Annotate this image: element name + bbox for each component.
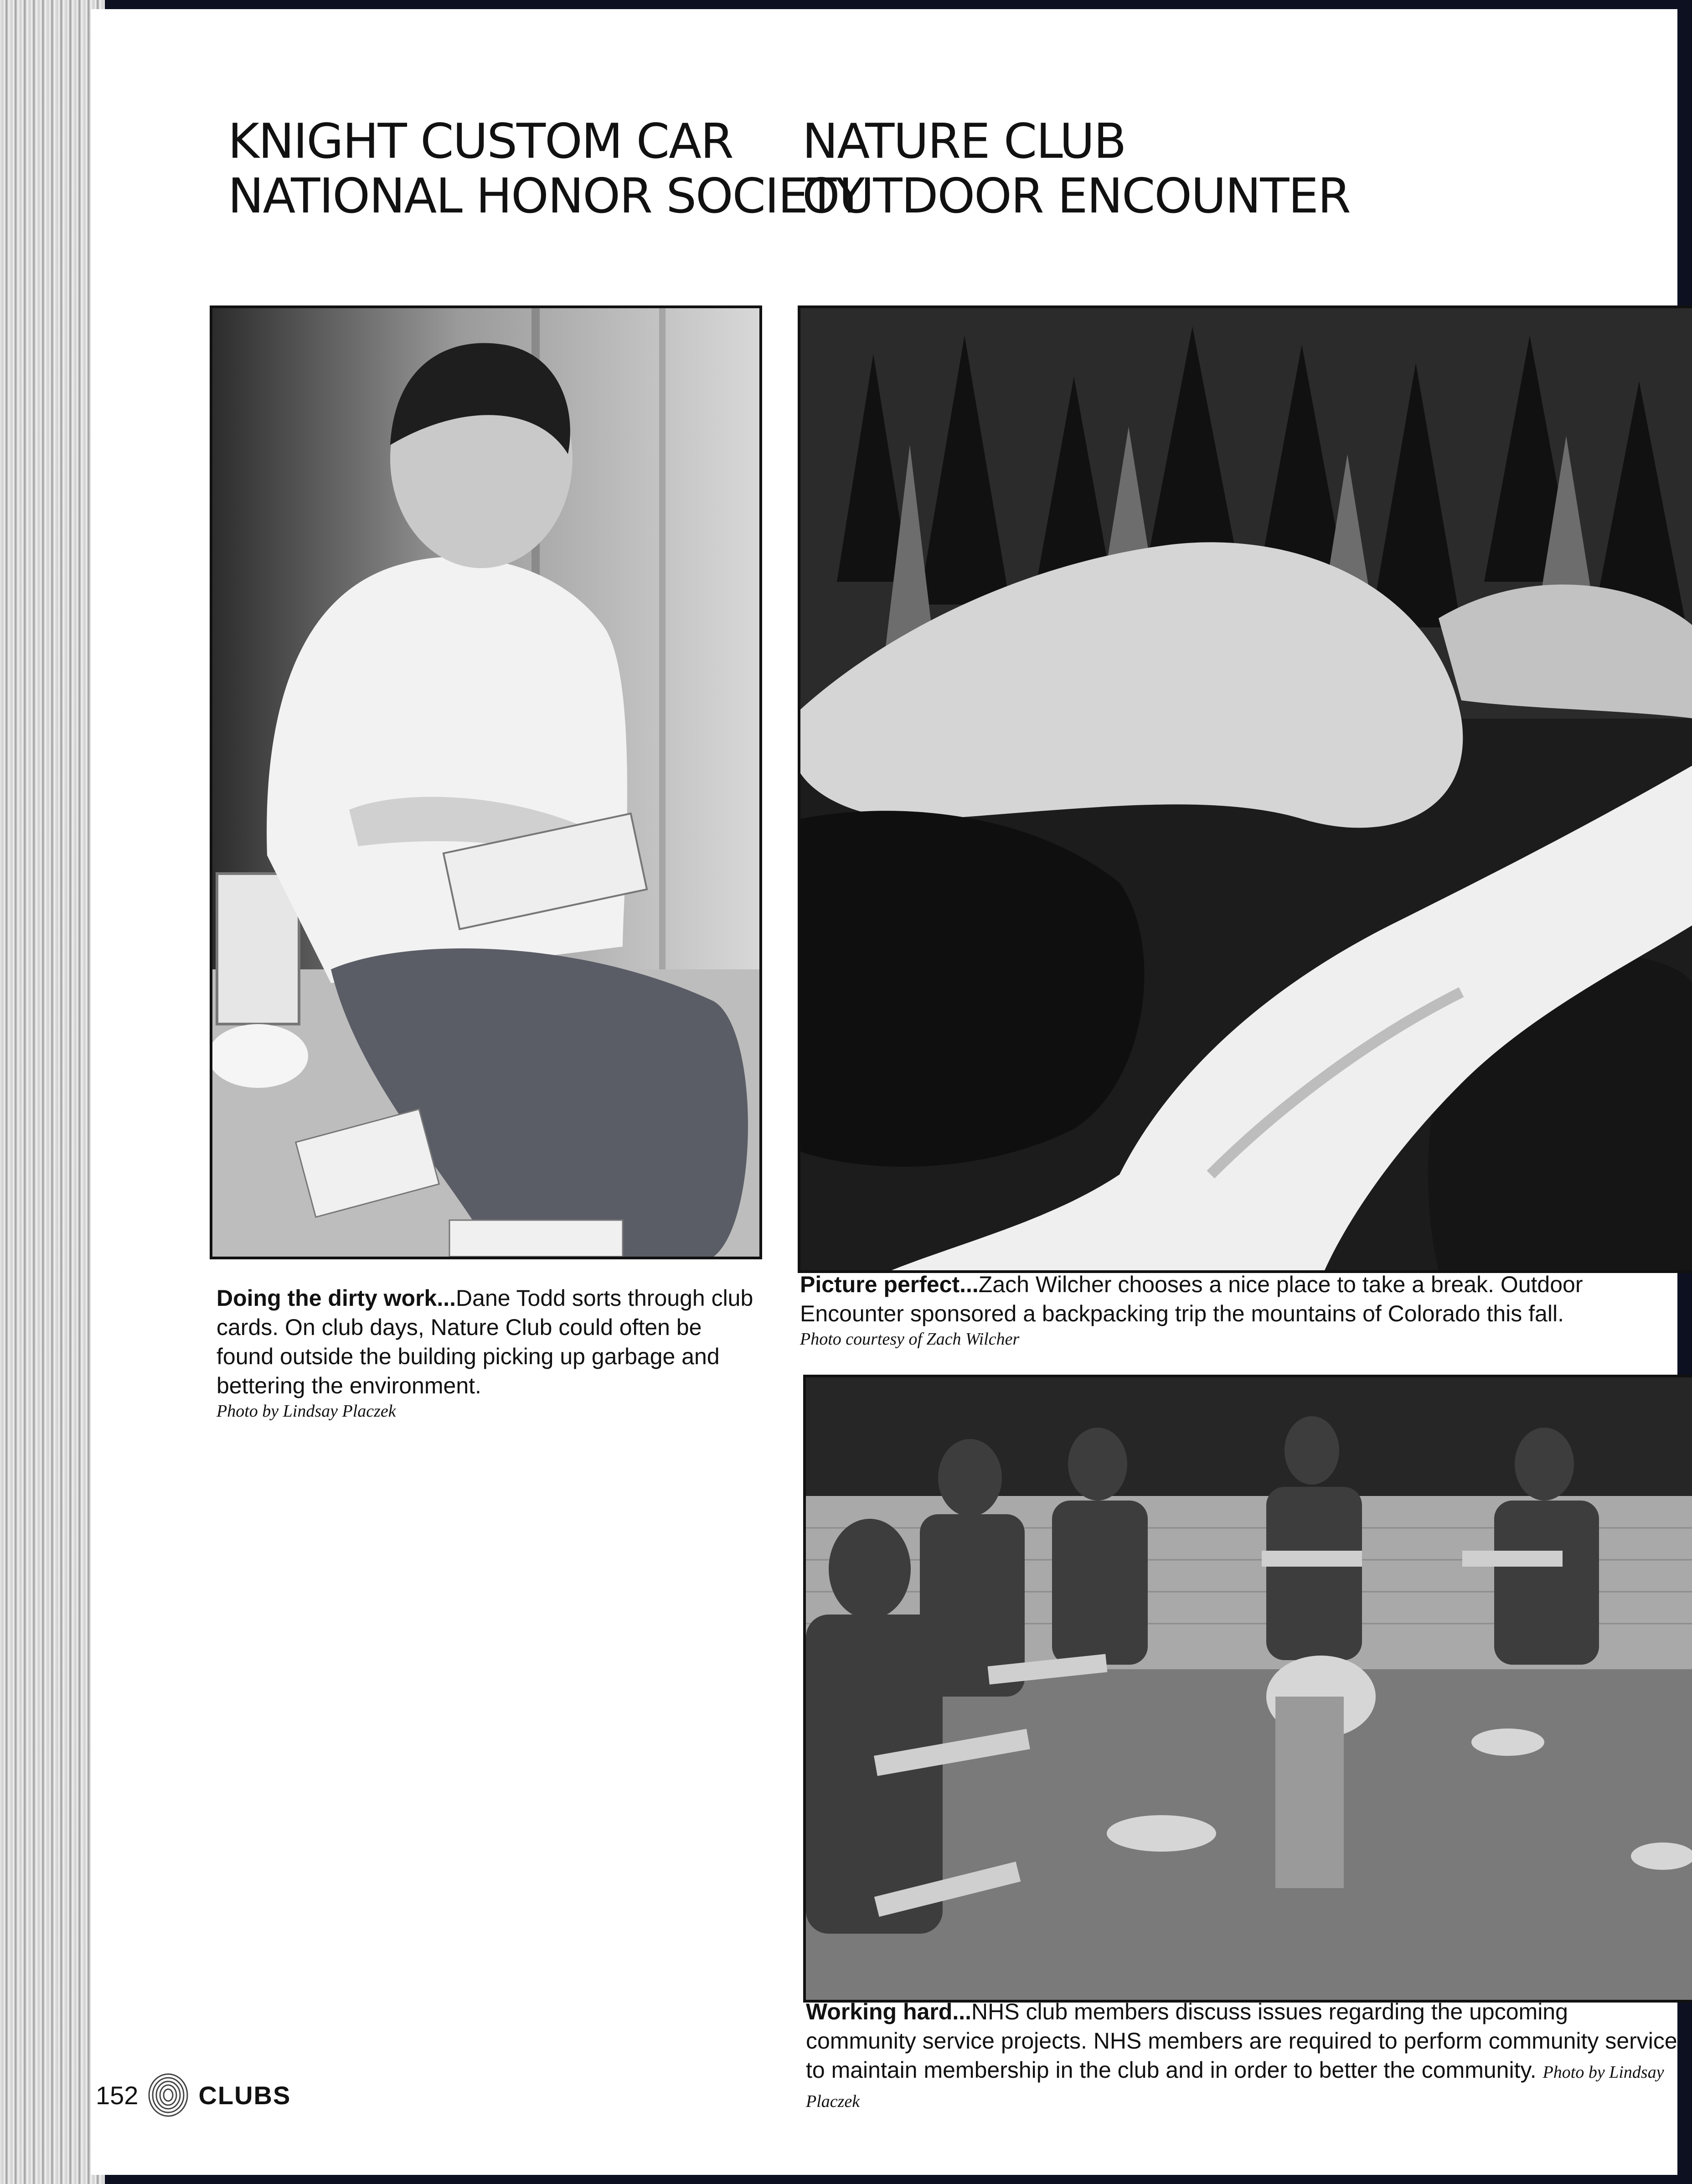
photo-student-sorting-cards — [210, 305, 762, 1259]
right-heading — [802, 114, 1350, 223]
caption-left — [217, 1283, 763, 1422]
caption-bottom-right — [806, 1997, 1681, 2114]
photo-student-sorting-cards-image — [212, 308, 759, 1257]
heading-knight-custom-car: KNIGHT CUSTOM CAR — [228, 114, 733, 169]
photo-waterfall-colorado — [798, 305, 1692, 1273]
caption-left-credit: Photo by Lindsay Placzek — [217, 1402, 396, 1421]
caption-top-right — [800, 1270, 1684, 1350]
caption-bottom-right-body: NHS club members discuss issues regarding the upcoming community service projects. NHS members are required to perform community service to maintain membership in the club and in order to better the community. — [806, 1999, 1677, 2083]
book-page-edges — [0, 0, 105, 2184]
section-label: CLUBS — [198, 2080, 291, 2110]
photo-nhs-meeting-image — [806, 1377, 1692, 2000]
caption-left-body: Dane Todd sorts through club cards. On club days, Nature Club could often be found outside the building picking up garbage and bettering the environment. — [217, 1285, 753, 1398]
heading-nature-club: NATURE CLUB — [802, 114, 1126, 169]
caption-left-title: Doing the dirty work... — [217, 1285, 456, 1311]
caption-top-right-title: Picture perfect... — [800, 1272, 979, 1297]
heading-outdoor-encounter: OUTDOOR ENCOUNTER — [802, 168, 1350, 224]
photo-nhs-meeting — [803, 1375, 1692, 2003]
caption-bottom-right-title: Working hard... — [806, 1999, 971, 2024]
heading-national-honor-society: NATIONAL HONOR SOCIETY — [228, 168, 864, 224]
caption-top-right-credit: Photo courtesy of Zach Wilcher — [800, 1330, 1020, 1349]
fingerprint-logo-icon — [145, 2072, 191, 2118]
photo-waterfall-colorado-image — [800, 308, 1692, 1270]
caption-top-right-body: Zach Wilcher chooses a nice place to take a break. Outdoor Encounter sponsored a backpacking trip the mountains of Colorado this fall. — [800, 1272, 1583, 1326]
caption-bottom-right-credit: Photo by Lindsay Placzek — [806, 2063, 1664, 2111]
left-heading — [228, 114, 864, 223]
page-footer — [96, 2072, 291, 2118]
page-number: 152 — [96, 2080, 139, 2110]
